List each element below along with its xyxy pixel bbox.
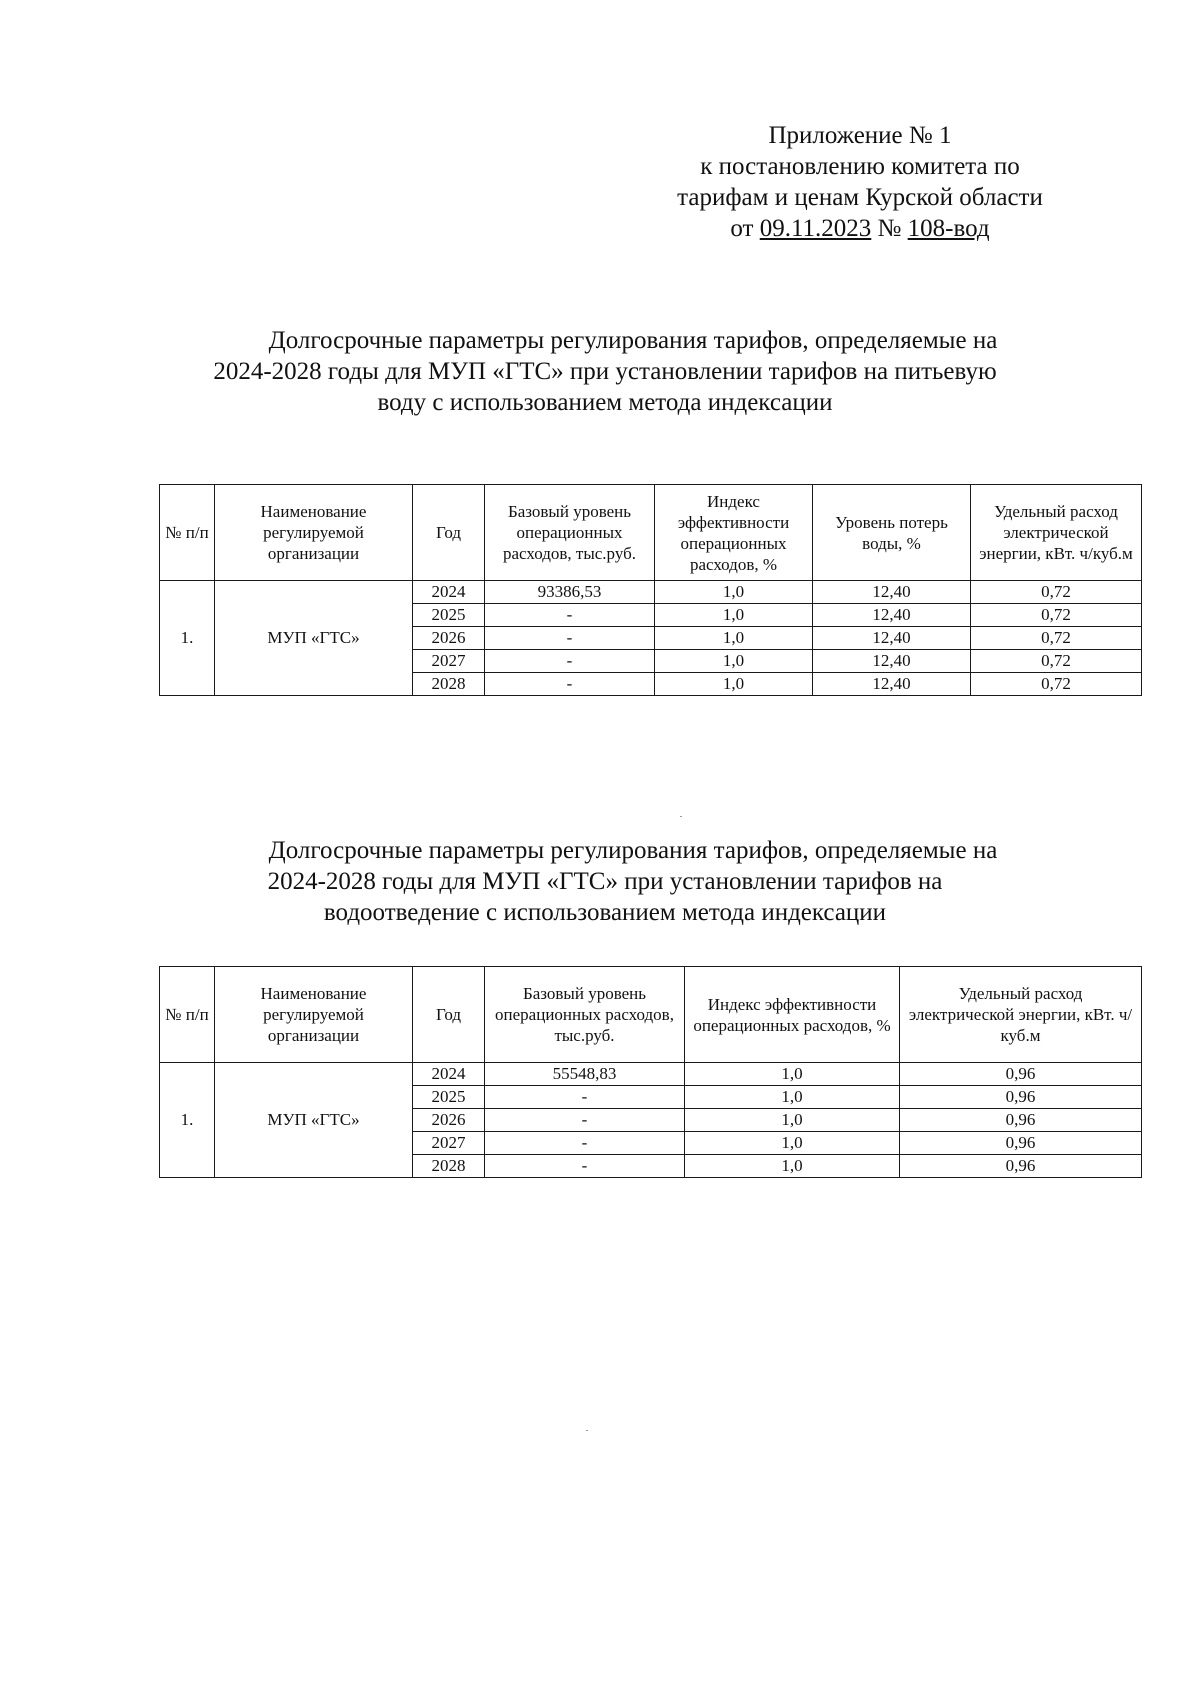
section1-title-line: воду с использованием метода индексации (377, 389, 833, 416)
year-cell: 2028 (413, 1155, 485, 1178)
scan-speck (586, 1430, 588, 1431)
column-header: Базовый уровень операционных расходов, тыс.руб. (485, 967, 685, 1063)
date-prefix: от (730, 215, 754, 242)
base-cost-cell: - (485, 673, 655, 696)
energy-cell: 0,96 (900, 1132, 1142, 1155)
section2-title (150, 835, 1060, 928)
year-cell: 2024 (413, 581, 485, 604)
energy-cell: 0,96 (900, 1063, 1142, 1086)
year-cell: 2027 (413, 1132, 485, 1155)
base-cost-cell: 55548,83 (485, 1063, 685, 1086)
decree-number: 108-вод (907, 215, 990, 242)
water-loss-cell: 12,40 (813, 604, 971, 627)
energy-cell: 0,96 (900, 1109, 1142, 1132)
section2-title-line: водоотведение с использованием метода индексации (323, 899, 887, 926)
efficiency-index-cell: 1,0 (655, 650, 813, 673)
efficiency-index-cell: 1,0 (655, 673, 813, 696)
column-header: Уровень потерь воды, % (813, 485, 971, 581)
energy-cell: 0,72 (971, 673, 1142, 696)
base-cost-cell: 93386,53 (485, 581, 655, 604)
row-number: 1. (160, 1063, 215, 1178)
column-header: Базовый уровень операционных расходов, тыс.руб. (485, 485, 655, 581)
appendix-header (600, 120, 1120, 244)
base-cost-cell: - (485, 650, 655, 673)
base-cost-cell: - (485, 1086, 685, 1109)
water-loss-cell: 12,40 (813, 627, 971, 650)
efficiency-index-cell: 1,0 (685, 1109, 900, 1132)
appendix-date-line (600, 213, 1120, 244)
column-header: Удельный расход электрической энергии, кВт. ч/куб.м (971, 485, 1142, 581)
section1-title (150, 325, 1060, 418)
efficiency-index-cell: 1,0 (685, 1155, 900, 1178)
base-cost-cell: - (485, 1155, 685, 1178)
energy-cell: 0,96 (900, 1155, 1142, 1178)
year-cell: 2025 (413, 604, 485, 627)
section1-title-line: 2024-2028 годы для МУП «ГТС» при установлении тарифов на питьевую (213, 358, 997, 385)
energy-cell: 0,96 (900, 1086, 1142, 1109)
base-cost-cell: - (485, 1132, 685, 1155)
column-header: Индекс эффективности операционных расходов, % (655, 485, 813, 581)
appendix-line-3: тарифам и ценам Курской области (677, 184, 1043, 211)
water-loss-cell: 12,40 (813, 581, 971, 604)
efficiency-index-cell: 1,0 (685, 1063, 900, 1086)
water-loss-cell: 12,40 (813, 650, 971, 673)
water-loss-cell: 12,40 (813, 673, 971, 696)
base-cost-cell: - (485, 627, 655, 650)
column-header: Удельный расход электрической энергии, кВт. ч/куб.м (900, 967, 1142, 1063)
section1-title-line: Долгосрочные параметры регулирования тарифов, определяемые на (268, 327, 998, 354)
decree-date: 09.11.2023 (759, 215, 872, 242)
energy-cell: 0,72 (971, 581, 1142, 604)
efficiency-index-cell: 1,0 (685, 1132, 900, 1155)
base-cost-cell: - (485, 1109, 685, 1132)
energy-cell: 0,72 (971, 650, 1142, 673)
section1-table (159, 484, 1142, 696)
table-row (160, 1063, 1142, 1086)
number-sign: № (877, 215, 902, 242)
column-header: № п/п (160, 967, 215, 1063)
section2-table (159, 966, 1142, 1178)
year-cell: 2025 (413, 1086, 485, 1109)
efficiency-index-cell: 1,0 (655, 604, 813, 627)
column-header: Индекс эффективности операционных расходов, % (685, 967, 900, 1063)
appendix-line-2: к постановлению комитета по (700, 153, 1020, 180)
column-header: Год (413, 485, 485, 581)
base-cost-cell: - (485, 604, 655, 627)
organization-name: МУП «ГТС» (215, 1063, 413, 1178)
row-number: 1. (160, 581, 215, 696)
efficiency-index-cell: 1,0 (655, 581, 813, 604)
year-cell: 2026 (413, 1109, 485, 1132)
year-cell: 2026 (413, 627, 485, 650)
efficiency-index-cell: 1,0 (655, 627, 813, 650)
section2-title-line: Долгосрочные параметры регулирования тарифов, определяемые на (268, 837, 998, 864)
section2-title-line: 2024-2028 годы для МУП «ГТС» при установлении тарифов на (267, 868, 943, 895)
appendix-title: Приложение № 1 (768, 122, 952, 149)
column-header: Год (413, 967, 485, 1063)
year-cell: 2028 (413, 673, 485, 696)
energy-cell: 0,72 (971, 604, 1142, 627)
column-header: Наименование регулируемой организации (215, 967, 413, 1063)
scan-speck (680, 816, 682, 817)
column-header: № п/п (160, 485, 215, 581)
year-cell: 2027 (413, 650, 485, 673)
table-row (160, 581, 1142, 604)
energy-cell: 0,72 (971, 627, 1142, 650)
efficiency-index-cell: 1,0 (685, 1086, 900, 1109)
organization-name: МУП «ГТС» (215, 581, 413, 696)
column-header: Наименование регулируемой организации (215, 485, 413, 581)
year-cell: 2024 (413, 1063, 485, 1086)
